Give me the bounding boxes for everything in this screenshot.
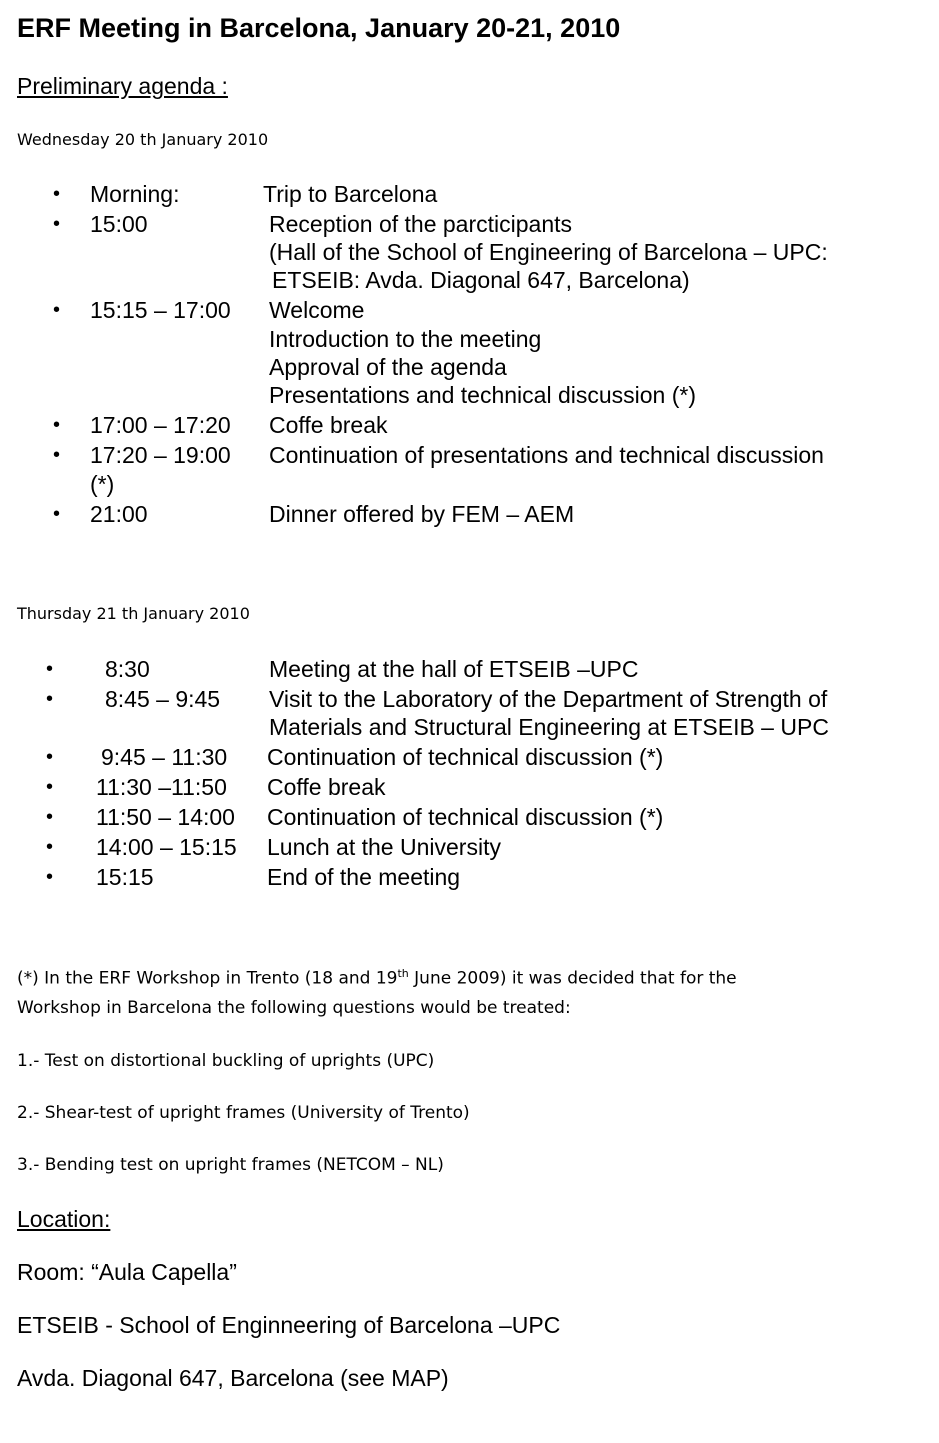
bullet: • — [46, 806, 54, 828]
location-school: ETSEIB - School of Enginneering of Barcelona –UPC — [17, 1312, 561, 1338]
agenda-text: Trip to Barcelona — [263, 181, 438, 207]
agenda-time: 15:00 — [90, 211, 148, 237]
question-item: 1.- Test on distortional buckling of uprights (UPC) — [17, 1051, 435, 1071]
agenda-text: Continuation of technical discussion (*) — [267, 744, 664, 770]
agenda-text: End of the meeting — [267, 864, 461, 890]
document-title: ERF Meeting in Barcelona, January 20-21, 2010 — [17, 13, 621, 43]
agenda-text: Presentations and technical discussion (*) — [269, 382, 697, 408]
day1-heading: Wednesday 20 th January 2010 — [17, 130, 269, 149]
agenda-text: Approval of the agenda — [269, 354, 507, 380]
day2-heading: Thursday 21 th January 2010 — [17, 604, 250, 623]
bullet: • — [46, 688, 54, 710]
note-line-2: Workshop in Barcelona the following questions would be treated: — [17, 998, 571, 1018]
agenda-text: ETSEIB: Avda. Diagonal 647, Barcelona) — [272, 267, 690, 293]
agenda-text: Continuation of technical discussion (*) — [267, 804, 664, 830]
agenda-time: 11:30 –11:50 — [96, 774, 227, 800]
agenda-text: Welcome — [269, 297, 365, 323]
bullet: • — [46, 866, 54, 888]
preliminary-agenda-heading: Preliminary agenda : — [17, 73, 228, 99]
agenda-time: 11:50 – 14:00 — [96, 804, 235, 830]
agenda-time: 8:45 – 9:45 — [105, 686, 221, 712]
agenda-text: Materials and Structural Engineering at ETSEIB – UPC — [269, 714, 829, 740]
agenda-text: Coffe break — [267, 774, 386, 800]
agenda-time: 15:15 – 17:00 — [90, 297, 231, 323]
agenda-text: Reception of the parcticipants — [269, 211, 573, 237]
agenda-time: 8:30 — [105, 656, 150, 682]
bullet: • — [46, 836, 54, 858]
agenda-text: Introduction to the meeting — [269, 326, 542, 352]
agenda-time: 15:15 — [96, 864, 154, 890]
bullet: • — [53, 299, 61, 321]
agenda-time: 17:20 – 19:00 — [90, 442, 231, 468]
bullet: • — [46, 776, 54, 798]
agenda-time: 17:00 – 17:20 — [90, 412, 231, 438]
bullet: • — [46, 746, 54, 768]
note-superscript: th — [397, 967, 409, 980]
bullet: • — [53, 444, 61, 466]
agenda-text-wrap: (*) — [90, 471, 115, 497]
bullet: • — [53, 213, 61, 235]
question-item: 3.- Bending test on upright frames (NETCOM – NL) — [17, 1155, 444, 1175]
location-heading: Location: — [17, 1206, 111, 1232]
bullet: • — [53, 503, 61, 525]
agenda-text: Lunch at the University — [267, 834, 501, 860]
note-line-1 — [17, 967, 737, 989]
agenda-text: (Hall of the School of Engineering of Barcelona – UPC: — [269, 239, 828, 265]
agenda-text: Meeting at the hall of ETSEIB –UPC — [269, 656, 639, 682]
agenda-text: Continuation of presentations and technical discussion — [269, 442, 824, 468]
location-address: Avda. Diagonal 647, Barcelona (see MAP) — [17, 1365, 449, 1391]
agenda-text: Dinner offered by FEM – AEM — [269, 501, 575, 527]
bullet: • — [46, 658, 54, 680]
note-text: (*) In the ERF Workshop in Trento (18 and 19 — [17, 968, 398, 989]
agenda-text: Visit to the Laboratory of the Department of Strength of — [269, 686, 828, 712]
agenda-text: Coffe break — [269, 412, 388, 438]
agenda-time: 21:00 — [90, 501, 148, 527]
bullet: • — [53, 414, 61, 436]
note-text: June 2009) it was decided that for the — [408, 968, 737, 989]
location-room: Room: “Aula Capella” — [17, 1259, 237, 1285]
question-item: 2.- Shear-test of upright frames (University of Trento) — [17, 1103, 470, 1123]
agenda-time: Morning: — [90, 181, 180, 207]
bullet: • — [53, 183, 61, 205]
agenda-time: 9:45 – 11:30 — [101, 744, 228, 770]
agenda-time: 14:00 – 15:15 — [96, 834, 237, 860]
